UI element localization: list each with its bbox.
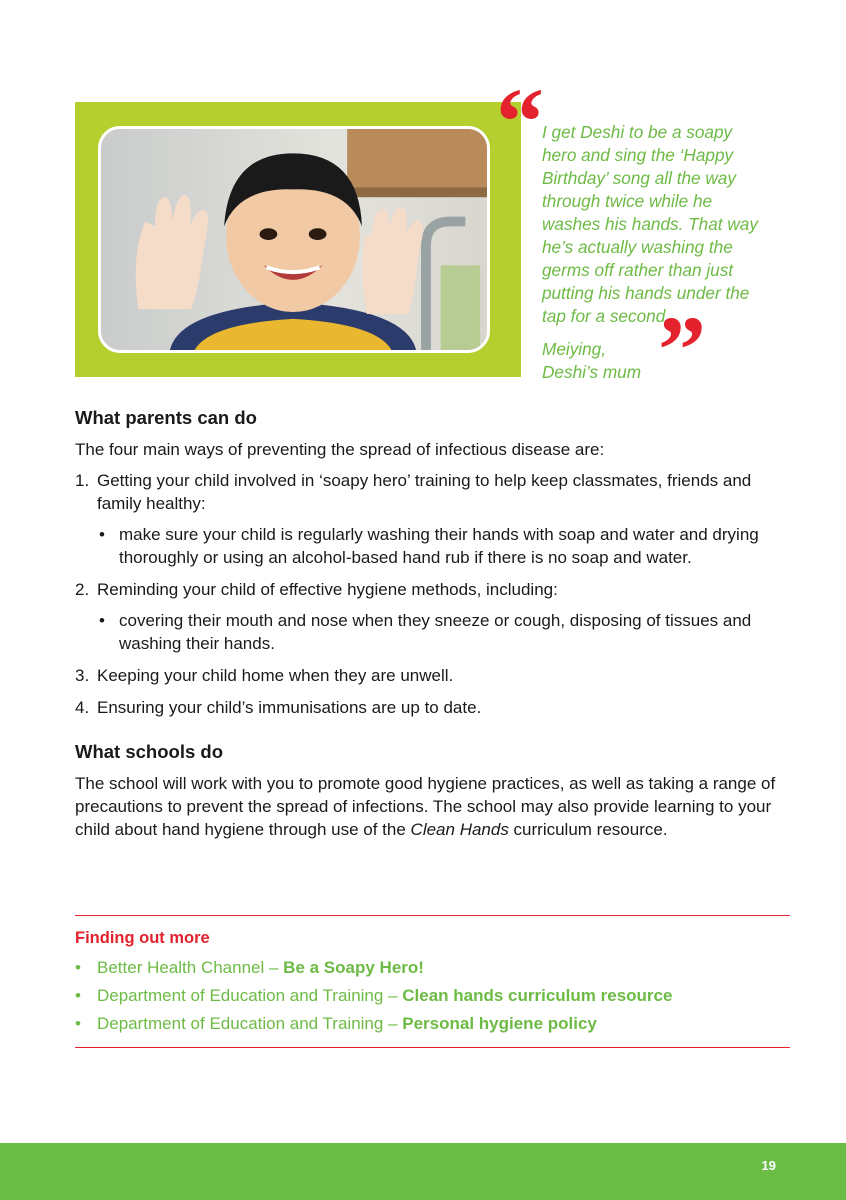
divider-top <box>75 915 790 916</box>
main-content <box>75 407 790 841</box>
testimonial-quote: I get Deshi to be a soapy hero and sing the ‘Happy Birthday’ song all the way through twice while he washes his hands. That way he’s actually washing the germs off rather than just putting his hands under the tap for a second. <box>542 122 758 326</box>
list-item: 2. Reminding your child of effective hygiene methods, including: • covering their mouth and nose when they sneeze or cough, disposing of tissues and washing their hands. <box>75 578 790 655</box>
list-item: 4. Ensuring your child’s immunisations are up to date. <box>75 698 482 717</box>
curriculum-title: Clean Hands <box>410 820 509 839</box>
resource-link-hygiene-policy[interactable]: • Department of Education and Training – Personal hygiene policy <box>75 1010 790 1038</box>
attribution-name: Meiying, <box>542 339 606 359</box>
more-heading: Finding out more <box>75 929 210 947</box>
list-item: 1. Getting your child involved in ‘soapy hero’ training to help keep classmates, friends and family healthy: • make sure your child is regularly washing their hands with soap and water and drying thoroughly or using an alcohol-based hand rub if there is no soap and water. <box>75 469 790 569</box>
sub-list <box>97 523 790 569</box>
footer-bar <box>0 1143 846 1200</box>
quote-attribution <box>542 338 742 384</box>
parents-steps-list <box>75 469 790 719</box>
child-washing-hands-photo <box>98 126 490 353</box>
divider-bottom <box>75 1047 790 1048</box>
parents-intro: The four main ways of preventing the spread of infectious disease are: <box>75 440 605 459</box>
resource-link-clean-hands[interactable]: • Department of Education and Training – Clean hands curriculum resource <box>75 982 790 1010</box>
schools-heading: What schools do <box>75 741 223 762</box>
finding-out-more <box>75 929 790 1038</box>
close-quote-mark: ” <box>658 296 706 403</box>
open-quote-mark: “ <box>496 68 544 175</box>
resource-link-soapy-hero[interactable]: • Better Health Channel – Be a Soapy Hero! <box>75 954 790 982</box>
list-item: • covering their mouth and nose when they sneeze or cough, disposing of tissues and washing their hands. <box>97 609 790 655</box>
parents-heading: What parents can do <box>75 407 257 428</box>
attribution-role: Deshi’s mum <box>542 362 642 382</box>
resource-links <box>75 954 790 1038</box>
list-item: 3. Keeping your child home when they are unwell. <box>75 666 454 685</box>
list-item: • make sure your child is regularly washing their hands with soap and water and drying thoroughly or using an alcohol-based hand rub if there is no soap and water. <box>97 523 790 569</box>
sub-list <box>97 609 790 655</box>
photo-frame <box>75 102 521 377</box>
page-number: 19 <box>761 1158 776 1173</box>
schools-paragraph: The school will work with you to promote good hygiene practices, as well as taking a range of precautions to prevent the spread of infections. The school may also provide learning to your child about hand hygiene through use of the Clean Hands curriculum resource. <box>75 774 776 839</box>
